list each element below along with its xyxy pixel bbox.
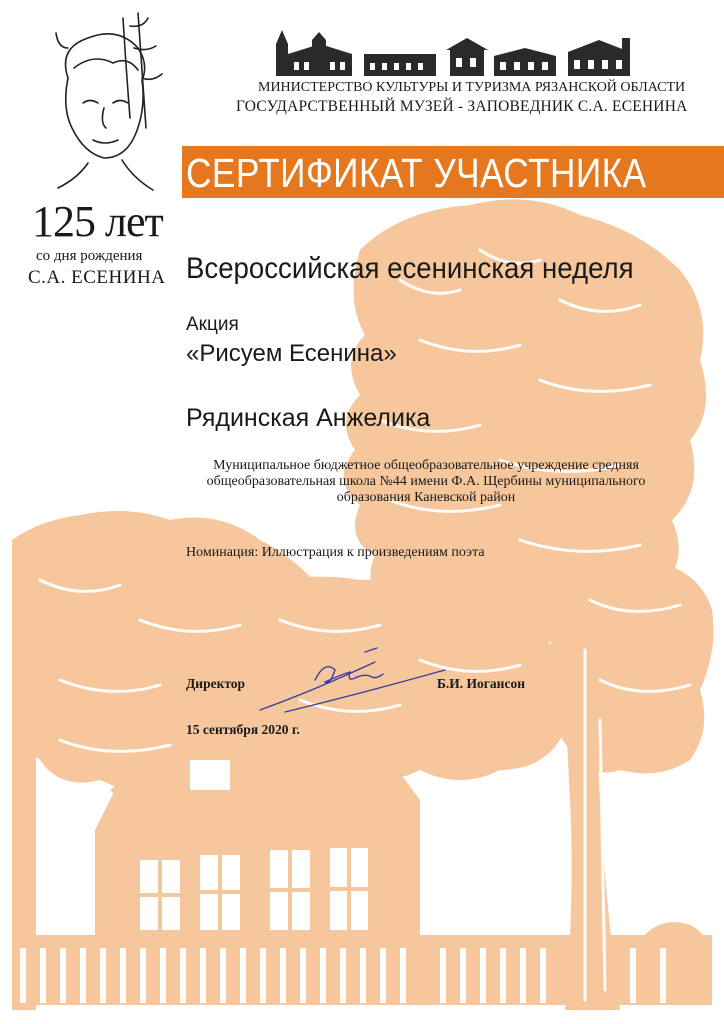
signature-scribble-icon [255, 640, 455, 720]
anniversary-number: 125 лет [32, 197, 163, 246]
action-name: «Рисуем Есенина» [186, 340, 397, 367]
anniversary-subtitle: со дня рождения [36, 248, 143, 264]
participant-name: Рядинская Анжелика [186, 404, 431, 432]
director-name: Б.И. Иогансон [437, 676, 525, 691]
poet-portrait-sketch-icon [38, 8, 168, 198]
museum-name: ГОСУДАРСТВЕННЫЙ МУЗЕЙ - ЗАПОВЕДНИК С.А. ЕСЕНИНА [236, 98, 688, 115]
certificate-title: СЕРТИФИКАТ УЧАСТНИКА [186, 150, 647, 196]
action-label: Акция [186, 314, 239, 335]
museum-buildings-icon [272, 26, 642, 78]
director-label: Директор [186, 676, 246, 691]
issue-date: 15 сентября 2020 г. [186, 722, 300, 737]
ministry-name: МИНИСТЕРСТВО КУЛЬТУРЫ И ТУРИЗМА РЯЗАНСКОЙ ОБЛАСТИ [258, 80, 686, 95]
school-name: Муниципальное бюджетное общеобразовательное учреждение средняя общеобразовательная школа №44 имени Ф.А. Щербины муниципального образования Каневской район [206, 458, 646, 505]
event-title: Всероссийская есенинская неделя [186, 252, 634, 285]
nomination: Номинация: Иллюстрация к произведениям поэта [186, 545, 485, 560]
anniversary-poet-name: С.А. ЕСЕНИНА [28, 267, 166, 288]
